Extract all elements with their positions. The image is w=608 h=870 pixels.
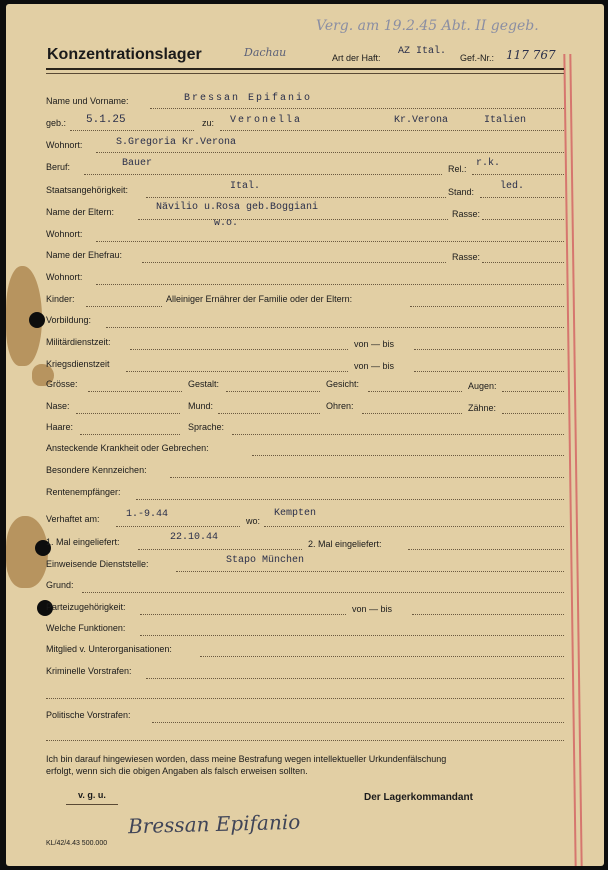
mal2-label: 2. Mal eingeliefert:: [308, 539, 382, 549]
verhaftet-line: [116, 526, 240, 527]
page-title: Konzentrationslager: [47, 46, 202, 63]
kommandant-label: Der Lagerkommandant: [364, 792, 473, 803]
camp-value: Dachau: [244, 46, 287, 59]
wohnort3-line: [96, 284, 564, 285]
form-number: KL/42/4.43 500.000: [46, 840, 108, 847]
beruf-line: [84, 174, 442, 175]
stand-line: [480, 197, 564, 198]
mal1-line: [138, 549, 302, 550]
wohnort2-line: [96, 241, 564, 242]
wohnort2-label: Wohnort:: [46, 229, 83, 239]
eltern-line: [138, 219, 448, 220]
ohren-line: [362, 413, 462, 414]
declaration-line-2: erfolgt, wenn sich die obigen Angaben als falsch erweisen sollten.: [46, 766, 308, 776]
birth-country-value: Italien: [484, 115, 527, 126]
dienststelle-label: Einweisende Dienststelle:: [46, 559, 149, 569]
gestalt-label: Gestalt:: [188, 379, 220, 389]
red-margin-line-2: [569, 54, 582, 866]
wohnort-label: Wohnort:: [46, 140, 83, 150]
declaration-line-1: Ich bin darauf hingewiesen worden, dass meine Bestrafung wegen intellektueller Urkundenfälschung: [46, 754, 447, 764]
verhaftet-value: 1.-9.44: [126, 509, 169, 520]
krankheit-line: [252, 455, 564, 456]
punch-hole-upper: [29, 312, 45, 328]
kriminell-label: Kriminelle Vorstrafen:: [46, 666, 132, 676]
ohren-label: Ohren:: [326, 401, 354, 411]
zaehne-label: Zähne:: [468, 403, 497, 413]
kinder-line: [86, 306, 162, 307]
partei-von-bis: von — bis: [352, 604, 393, 614]
name-label: Name und Vorname:: [46, 96, 129, 106]
rasse2-line: [482, 262, 564, 263]
kinder-label: Kinder:: [46, 294, 75, 304]
mal1-value: 22.10.44: [170, 532, 219, 543]
dienststelle-value: Stapo München: [226, 555, 305, 566]
vorbildung-label: Vorbildung:: [46, 315, 92, 325]
wo-label: wo:: [246, 516, 261, 526]
rasse2-label: Rasse:: [452, 252, 481, 262]
mal2-line: [408, 549, 564, 550]
ehefrau-label: Name der Ehefrau:: [46, 250, 123, 260]
gestalt-line: [226, 391, 320, 392]
name-line: [150, 108, 564, 109]
ernaehrer-label: Alleiniger Ernährer der Familie oder der Eltern:: [166, 294, 353, 304]
rasse-label: Rasse:: [452, 209, 481, 219]
militaer-von-bis: von — bis: [354, 339, 395, 349]
rel-line: [472, 174, 564, 175]
prisoner-registration-card: [6, 4, 604, 866]
nase-line: [76, 413, 180, 414]
verhaftet-label: Verhaftet am:: [46, 514, 100, 524]
grund-label: Grund:: [46, 580, 74, 590]
eltern-wohnort-value: w.o.: [214, 218, 239, 229]
augen-line: [502, 391, 564, 392]
krieg-label: Kriegsdienstzeit: [46, 359, 110, 369]
nase-label: Nase:: [46, 401, 70, 411]
vgu-label: v. g. u.: [78, 790, 106, 800]
haft-label: Art der Haft:: [332, 53, 381, 63]
partei-line: [140, 614, 346, 615]
gefnr-label: Gef.-Nr.:: [460, 53, 495, 63]
wohnort-value: S.Gregoria Kr.Verona: [116, 137, 237, 148]
funktionen-line: [140, 635, 564, 636]
mitglied-label: Mitglied v. Unterorganisationen:: [46, 644, 172, 654]
partei-label: Parteizugehörigkeit:: [46, 602, 126, 612]
beruf-value: Bauer: [122, 158, 153, 169]
groesse-label: Grösse:: [46, 379, 78, 389]
politisch-label: Politische Vorstrafen:: [46, 710, 131, 720]
vorbildung-line: [106, 327, 564, 328]
haare-line: [80, 434, 180, 435]
politisch-line: [152, 722, 564, 723]
wo-value: Kempten: [274, 508, 317, 519]
grund-line: [82, 592, 564, 593]
birth-district-value: Kr.Verona: [394, 115, 449, 126]
geb-line: [70, 130, 194, 131]
header-rule: [46, 68, 564, 70]
staat-line: [146, 197, 446, 198]
kriminell-line-2: [46, 698, 564, 699]
staat-value: Ital.: [230, 181, 261, 192]
rel-value: r.k.: [476, 158, 501, 169]
augen-label: Augen:: [468, 381, 497, 391]
dienststelle-line: [176, 571, 564, 572]
rel-label: Rel.:: [448, 164, 467, 174]
gesicht-line: [368, 391, 462, 392]
kennzeichen-line: [170, 477, 564, 478]
kennzeichen-label: Besondere Kennzeichen:: [46, 465, 147, 475]
eltern-label: Name der Eltern:: [46, 207, 115, 217]
haft-value: AZ Ital.: [398, 46, 447, 57]
wo-line: [264, 526, 564, 527]
partei-bis-line: [412, 614, 564, 615]
zaehne-line: [502, 413, 564, 414]
funktionen-label: Welche Funktionen:: [46, 623, 126, 633]
sprache-line: [232, 434, 564, 435]
kriminell-line: [146, 678, 564, 679]
wohnort-line: [96, 152, 564, 153]
stand-label: Stand:: [448, 187, 475, 197]
eltern-value: Nävilio u.Rosa geb.Boggiani: [156, 202, 319, 213]
politisch-line-2: [46, 740, 564, 741]
birthplace-value: Veronella: [230, 115, 303, 126]
header-rule-thin: [46, 73, 564, 74]
vgu-underline: [66, 804, 118, 805]
beruf-label: Beruf:: [46, 162, 71, 172]
zu-label: zu:: [202, 118, 215, 128]
krieg-line: [126, 371, 348, 372]
militaer-bis-line: [414, 349, 564, 350]
militaer-label: Militärdienstzeit:: [46, 337, 111, 347]
prisoner-signature: Bressan Epifanio: [127, 809, 301, 839]
geb-value: 5.1.25: [86, 114, 126, 126]
rasse-line: [482, 219, 564, 220]
name-value: Bressan Epifanio: [184, 93, 313, 104]
rente-line: [136, 499, 564, 500]
mund-line: [218, 413, 320, 414]
groesse-line: [88, 391, 182, 392]
gefnr-value: 117 767: [506, 48, 556, 62]
krankheit-label: Ansteckende Krankheit oder Gebrechen:: [46, 443, 209, 453]
mund-label: Mund:: [188, 401, 214, 411]
ernaehrer-line: [410, 306, 564, 307]
rente-label: Rentenempfänger:: [46, 487, 121, 497]
haare-label: Haare:: [46, 422, 74, 432]
geb-label: geb.:: [46, 118, 67, 128]
gesicht-label: Gesicht:: [326, 379, 360, 389]
stand-value: led.: [500, 181, 525, 192]
krieg-bis-line: [414, 371, 564, 372]
staat-label: Staatsangehörigkeit:: [46, 185, 129, 195]
wohnort3-label: Wohnort:: [46, 272, 83, 282]
militaer-line: [130, 349, 348, 350]
mal1-label: 1. Mal eingeliefert:: [46, 537, 120, 547]
sprache-label: Sprache:: [188, 422, 225, 432]
zu-line: [220, 130, 564, 131]
ehefrau-line: [142, 262, 446, 263]
mitglied-line: [200, 656, 564, 657]
krieg-von-bis: von — bis: [354, 361, 395, 371]
handwritten-note: Verg. am 19.2.45 Abt. II gegeb.: [316, 18, 539, 34]
